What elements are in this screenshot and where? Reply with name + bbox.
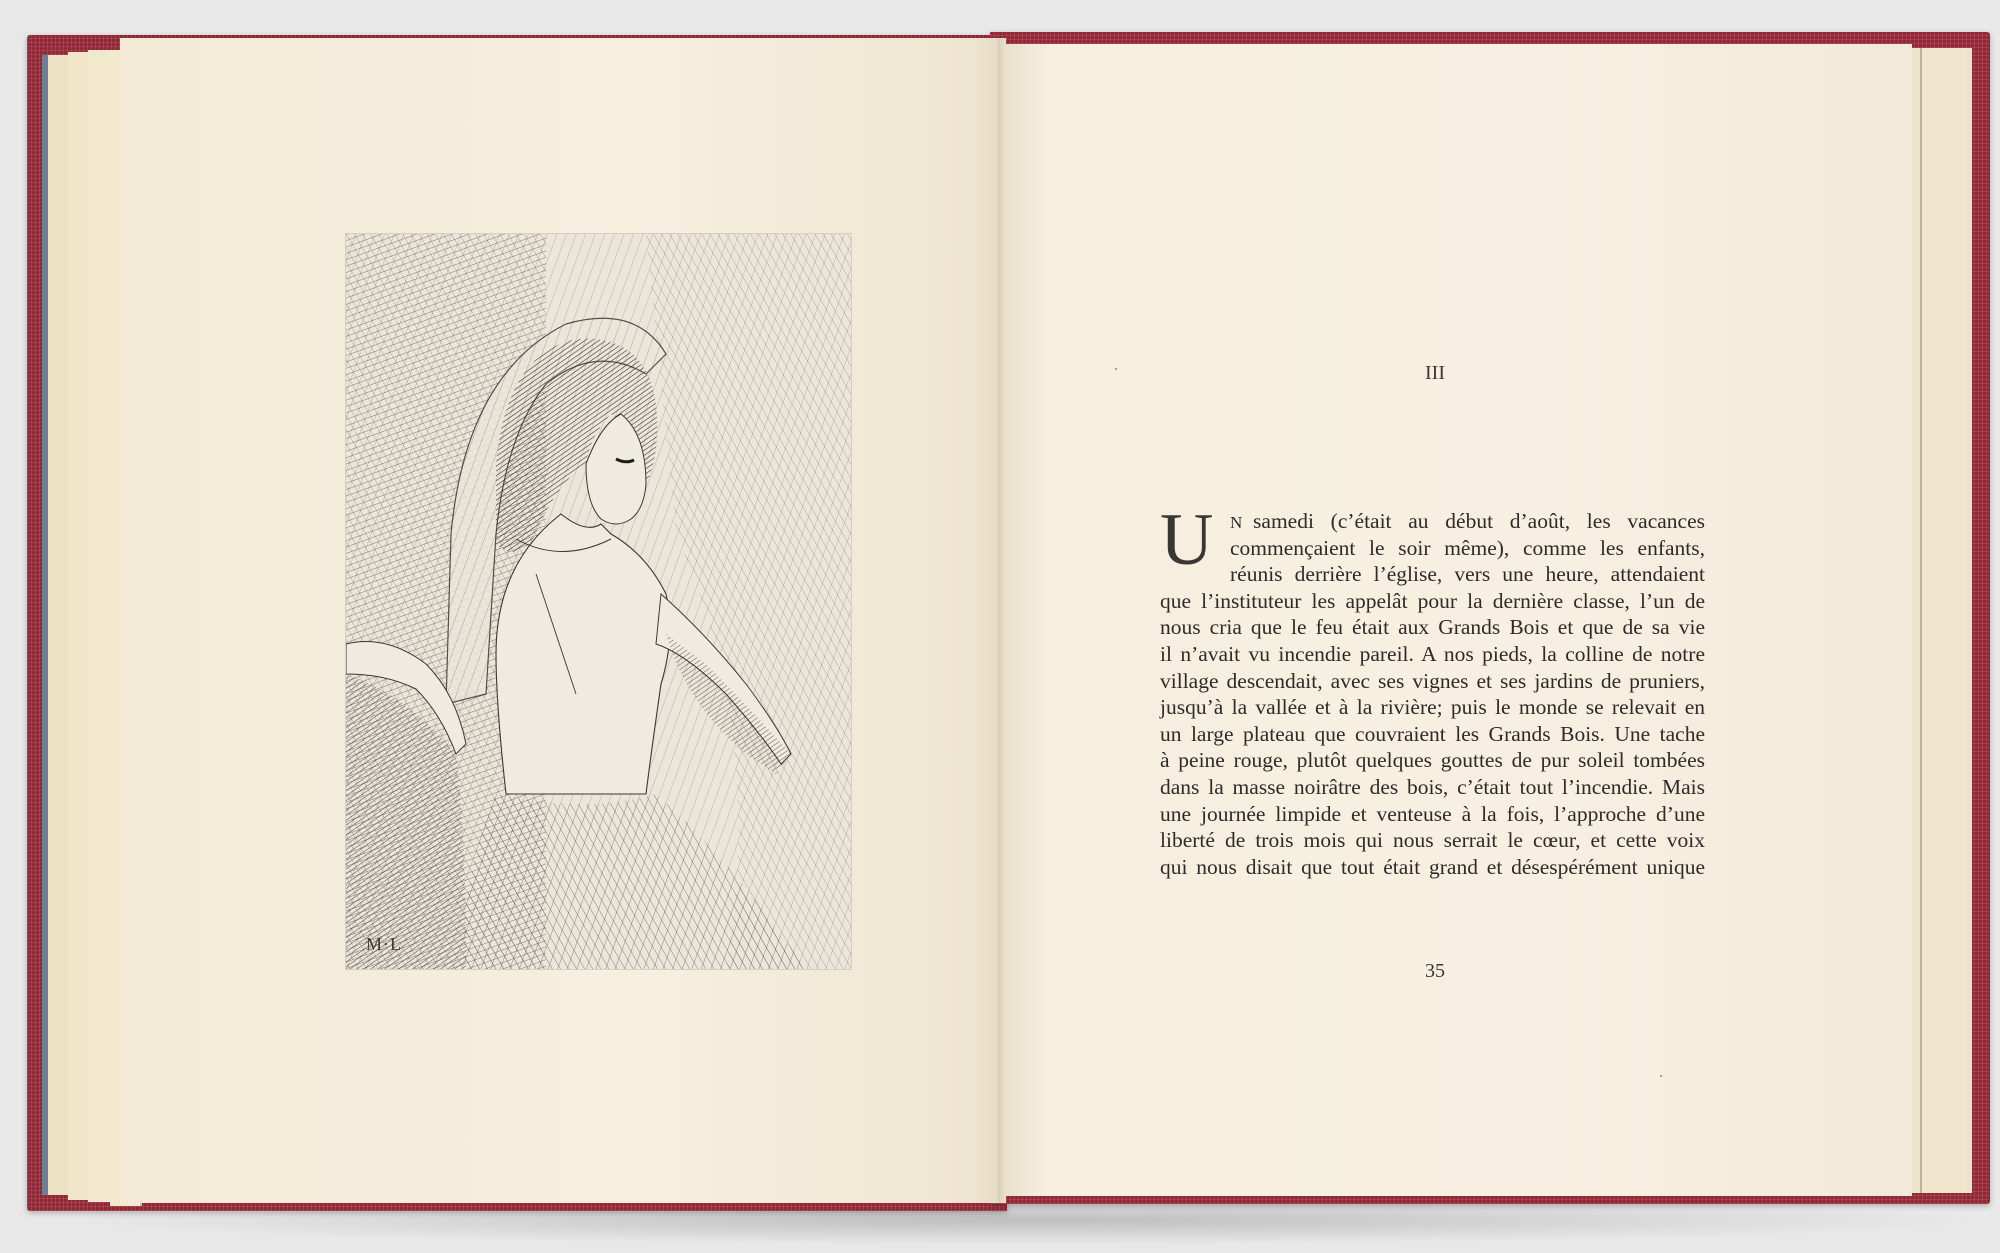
text-line: que l’instituteur les appelât pour la dernière classe, l’un de: [1160, 588, 1705, 613]
drop-cap: U: [1160, 499, 1214, 581]
chapter-number: III: [1425, 362, 1445, 384]
text-line: commençaient le soir même), comme les enfants,: [1230, 535, 1705, 560]
text-line: réunis derrière l’église, vers une heure, attendaient: [1230, 562, 1705, 587]
text-line: dans la masse noirâtre des bois, c’était tout l’incendie. Mais: [1160, 774, 1705, 799]
body-text: [1160, 499, 1705, 880]
text-line: qui nous disait que tout était grand et désespérément unique: [1160, 854, 1705, 879]
page-number: 35: [1425, 960, 1445, 982]
artist-signature: M·L: [366, 934, 402, 954]
paper-speck: [1660, 1075, 1662, 1077]
text-line: nous cria que le feu était aux Grands Bois et que de sa vie: [1160, 615, 1705, 640]
small-cap: N: [1230, 513, 1243, 532]
text-line: village descendait, avec ses vignes et ses jardins de pruniers,: [1160, 668, 1705, 693]
text-line: jusqu’à la vallée et à la rivière; puis le monde se relevait en: [1160, 695, 1705, 720]
text-line: une journée limpide et venteuse à la fois, l’approche d’une: [1160, 801, 1705, 826]
text-line: un large plateau que couvraient les Grands Bois. Une tache: [1160, 721, 1705, 746]
etching-drawing: [346, 234, 851, 969]
text-line: il n’avait vu incendie pareil. A nos pieds, la colline de notre: [1160, 641, 1705, 666]
paper-speck: [1115, 368, 1117, 370]
book-gutter: [998, 38, 1006, 1203]
text-line: liberté de trois mois qui nous serrait le cœur, et cette voix: [1160, 828, 1705, 853]
page-stack-right: [1920, 48, 1967, 1193]
text-line: à peine rouge, plutôt quelques gouttes de pur soleil tombées: [1160, 748, 1705, 773]
text-line: N samedi (c’était au début d’août, les vacances: [1230, 509, 1705, 533]
etching-illustration: [345, 233, 852, 970]
